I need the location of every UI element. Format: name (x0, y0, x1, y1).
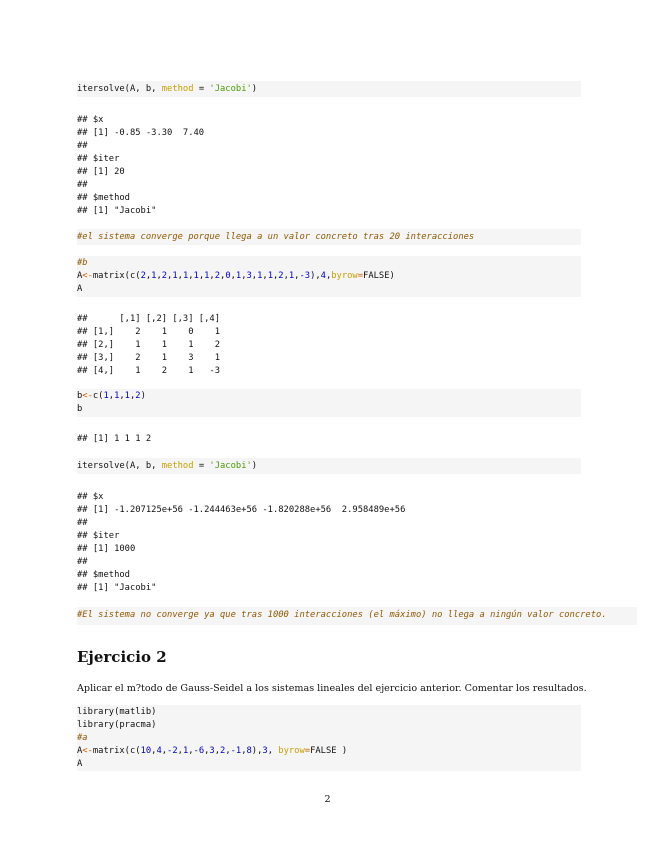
code-token: , (198, 270, 205, 281)
code-line (77, 257, 581, 270)
code-token: FALSE) (363, 270, 395, 281)
output-line: ## [4,] 1 2 1 -3 (77, 365, 220, 376)
code-token: A (77, 745, 83, 756)
code-token: 10 (140, 745, 152, 756)
code-token: , (230, 270, 236, 281)
code-token: 2 (161, 270, 168, 281)
code-block-gauss-seidel (77, 705, 581, 771)
output-line: ## (77, 140, 88, 151)
code-token: -1 (230, 745, 242, 756)
code-token: byrow (278, 745, 305, 756)
code-token: 2 (278, 270, 284, 281)
code-token: 'Jacobi' (209, 83, 252, 94)
code-token: , (209, 270, 215, 281)
code-token: library(pracma) (77, 719, 157, 730)
output-line: ## [,1] [,2] [,3] [,4] (77, 314, 220, 324)
code-token: 0 (225, 270, 231, 281)
code-token: 1 (182, 270, 189, 281)
code-token: <- (82, 745, 93, 756)
code-token: , (161, 745, 168, 756)
code-line (77, 270, 581, 283)
code-token: , (119, 391, 125, 401)
code-token: ) (251, 460, 258, 471)
code-token: 1 (235, 270, 242, 281)
code-token: = (193, 460, 210, 471)
code-token: , (129, 391, 136, 401)
code-block-itersolve-1 (77, 81, 581, 97)
code-token: ), (251, 745, 263, 756)
code-token: -2 (167, 745, 178, 756)
code-block-vector-b (77, 389, 581, 417)
output-line: ## [1] -0.85 -3.30 7.40 (77, 127, 205, 138)
code-token: 3 (262, 745, 268, 756)
code-token: , (241, 270, 247, 281)
code-token: matrix(c( (92, 270, 141, 281)
comment-block-no-converge (77, 607, 637, 625)
code-token: <- (82, 391, 93, 401)
code-line (77, 83, 581, 96)
code-token: ) (140, 391, 146, 401)
code-token: 8 (246, 745, 252, 756)
code-token: , (220, 270, 226, 281)
code-token: itersolve(A, b, (77, 83, 162, 94)
output-line: ## [3,] 2 1 3 1 (77, 352, 220, 363)
code-token: = (304, 745, 311, 756)
code-token: = (357, 270, 364, 281)
code-token: 3 (209, 745, 215, 756)
code-line (77, 390, 581, 403)
code-token: 2 (135, 391, 141, 401)
code-token: 3 (246, 270, 252, 281)
code-token: -6 (193, 745, 205, 756)
code-token: 4 (320, 270, 326, 281)
code-line (77, 745, 581, 758)
code-token: , (262, 270, 268, 281)
code-token: 1 (114, 391, 120, 401)
code-token: , (145, 270, 152, 281)
code-token: , (156, 270, 162, 281)
code-token: , (151, 745, 157, 756)
code-line (77, 758, 581, 771)
code-token: 1 (103, 391, 109, 401)
comment-block-converge (77, 229, 581, 245)
page-number: 2 (324, 794, 331, 805)
code-token: #El sistema no converge ya que tras 1000 interacciones (el máximo) no llega a ningún valor concreto. (77, 609, 607, 620)
code-token: ), (310, 270, 321, 281)
output-line: ## [1] "Jacobi" (77, 205, 157, 216)
code-token: , (225, 745, 231, 756)
output-block-vector-b (77, 433, 151, 446)
code-block-itersolve-2 (77, 458, 581, 474)
code-token: , (251, 270, 258, 281)
code-line (77, 283, 581, 296)
code-token: A (77, 270, 83, 281)
output-line: ## [1,] 2 1 0 1 (77, 326, 220, 337)
output-line: ## [1] "Jacobi" (77, 582, 157, 593)
code-line (77, 460, 581, 473)
code-line (77, 732, 581, 745)
code-line (77, 403, 581, 416)
code-token: 1 (124, 391, 130, 401)
code-token: method (161, 83, 194, 94)
code-token: FALSE ) (310, 745, 348, 756)
code-token: #el sistema converge porque llega a un valor concreto tras 20 interacciones (77, 231, 475, 242)
code-token: <- (82, 270, 93, 281)
code-token: , (204, 745, 210, 756)
output-line: ## [2,] 1 1 1 2 (77, 339, 220, 350)
output-line: ## (77, 517, 88, 528)
code-token: , (177, 745, 183, 756)
code-token: method (161, 460, 194, 471)
section-paragraph: Aplicar el m?todo de Gauss-Seidel a los sistemas lineales del ejercicio anterior. Comentar los resultados. (77, 683, 587, 694)
code-token: 2 (140, 270, 146, 281)
code-token: , (294, 270, 300, 281)
code-token: c( (92, 391, 104, 401)
output-line: ## $iter (77, 530, 120, 541)
code-token: 4 (156, 745, 162, 756)
code-token: 1 (151, 270, 157, 281)
code-token: = (193, 83, 210, 94)
output-line: ## [1] 20 (77, 166, 125, 177)
code-token: itersolve(A, b, (77, 460, 162, 471)
code-token: b (77, 391, 83, 401)
code-token: #a (77, 732, 88, 743)
code-token: A (77, 283, 83, 294)
output-line: ## (77, 556, 88, 567)
code-token: , (283, 270, 289, 281)
output-block-matrix (77, 313, 220, 378)
code-line (77, 231, 581, 244)
code-token: , (177, 270, 183, 281)
code-token: , (325, 270, 332, 281)
code-token: , (214, 745, 221, 756)
code-token: 1 (267, 270, 273, 281)
output-line: ## (77, 179, 88, 190)
code-block-matrix-b (77, 256, 581, 297)
code-token: 1 (182, 745, 189, 756)
output-line: ## $method (77, 569, 130, 580)
output-block-jacobi-2 (77, 491, 405, 595)
code-token: 'Jacobi' (209, 460, 252, 471)
output-line: ## [1] -1.207125e+56 -1.244463e+56 -1.820288e+56 2.958489e+56 (77, 504, 406, 515)
code-token: , (267, 745, 279, 756)
output-line: ## $iter (77, 153, 120, 164)
output-block-jacobi-1 (77, 114, 204, 218)
code-token: , (188, 270, 194, 281)
code-token: , (188, 745, 194, 756)
code-line (77, 719, 581, 732)
section-heading: Ejercicio 2 (77, 648, 167, 666)
code-token: , (108, 391, 115, 401)
code-token: , (272, 270, 279, 281)
code-token: library(matlib) (77, 707, 157, 717)
code-token: 1 (172, 270, 178, 281)
code-token: 2 (214, 270, 221, 281)
code-token: -3 (299, 270, 311, 281)
code-token: ) (251, 83, 258, 94)
code-token: byrow (331, 270, 358, 281)
code-token: 1 (193, 270, 199, 281)
code-token: , (241, 745, 247, 756)
code-token: 1 (204, 270, 210, 281)
output-line: ## [1] 1000 (77, 543, 136, 554)
output-line: ## [1] 1 1 1 2 (77, 434, 152, 444)
output-line: ## $x (77, 492, 104, 502)
output-line: ## $x (77, 115, 104, 125)
code-token: 2 (220, 745, 226, 756)
code-token: 1 (257, 270, 263, 281)
code-token: , (167, 270, 173, 281)
code-token: b (77, 403, 83, 414)
code-line (77, 609, 637, 622)
code-token: 1 (288, 270, 295, 281)
code-token: A (77, 758, 83, 769)
code-token: #b (77, 258, 88, 268)
code-line (77, 706, 581, 719)
output-line: ## $method (77, 192, 130, 203)
code-token: matrix(c( (92, 745, 141, 756)
